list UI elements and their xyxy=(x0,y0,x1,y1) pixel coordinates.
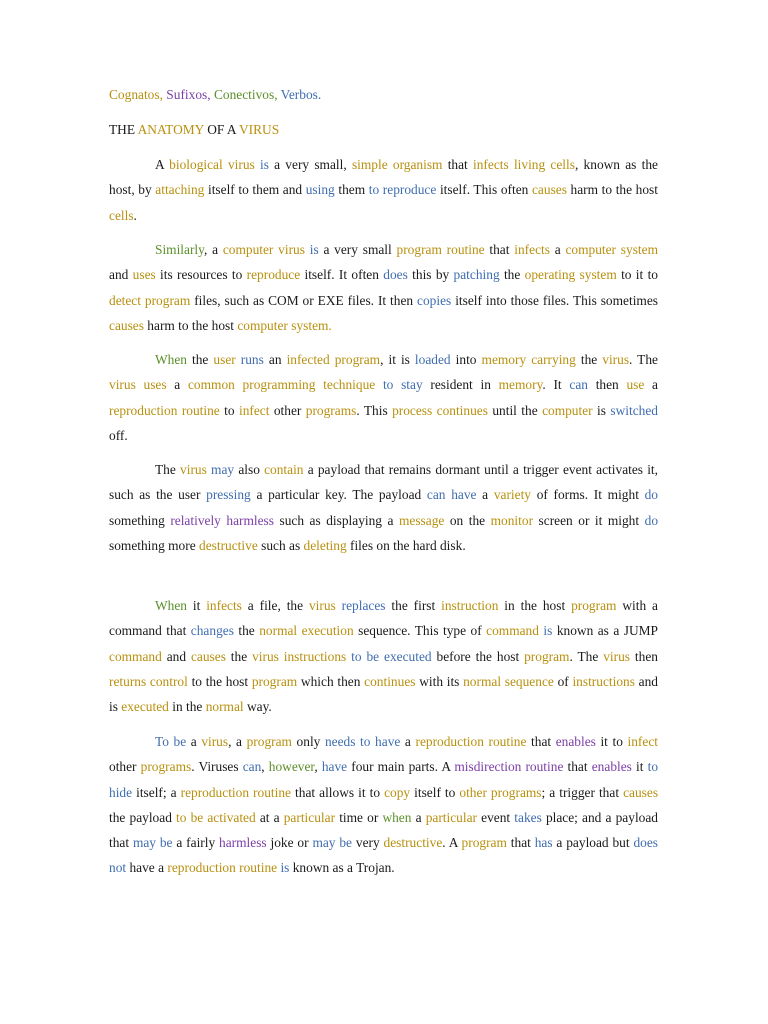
paragraph-text: . The xyxy=(569,648,604,664)
paragraph-text: its resources to xyxy=(155,267,247,283)
paragraph-cog-term: causes xyxy=(531,182,567,198)
paragraph-text: a very small, xyxy=(268,157,352,172)
paragraph-ver-term: can have xyxy=(426,487,477,503)
paragraph-text: place; and a payload that xyxy=(109,809,658,851)
paragraph-con-term: When xyxy=(155,598,187,613)
paragraph-cog-term: program xyxy=(461,835,507,851)
paragraph-suf-term: enables xyxy=(555,734,596,749)
paragraph-ver-term: loaded xyxy=(414,352,451,367)
paragraph-cog-term: biological virus xyxy=(169,157,255,172)
paragraph-cog-term: variety xyxy=(493,487,531,503)
paragraph-text: an xyxy=(263,352,287,367)
paragraph-ver-term: to hide xyxy=(109,759,659,800)
title-cog-term: ANATOMY xyxy=(137,122,204,137)
paragraph-text: which then xyxy=(297,673,365,689)
paragraph-text: at a xyxy=(255,809,284,825)
paragraph-ver-term: may be xyxy=(312,835,353,851)
paragraph-ver-term: can xyxy=(569,377,588,393)
paragraph-text: a payload but xyxy=(552,835,634,851)
paragraph-text: very xyxy=(352,835,384,851)
paragraph-ver-term: switched xyxy=(610,402,658,418)
paragraph-text: that xyxy=(484,242,515,257)
paragraph-text: a xyxy=(400,734,416,749)
paragraph-cog-term: virus uses xyxy=(109,377,167,393)
paragraph-text: other xyxy=(269,402,306,418)
paragraph-6 xyxy=(109,729,658,881)
paragraph-cog-term: contain xyxy=(264,462,304,477)
paragraph-text: . It xyxy=(542,377,570,393)
paragraph-ver-term: takes xyxy=(514,809,542,825)
paragraph-cog-term: causes xyxy=(623,784,659,800)
paragraph-text: it xyxy=(631,759,648,775)
paragraph-text: only xyxy=(291,734,325,749)
paragraph-text: event xyxy=(477,809,515,825)
paragraph-text: The xyxy=(155,462,181,477)
paragraph-text: A xyxy=(155,157,170,172)
paragraph-con-term: when xyxy=(382,809,412,825)
legend-ver-term: Verbos. xyxy=(280,87,322,102)
paragraph-ver-term: patching xyxy=(453,267,500,283)
paragraph-cog-term: infect xyxy=(627,734,658,749)
paragraph-ver-term: may xyxy=(211,462,235,477)
paragraph-text: itself into those files. This sometimes xyxy=(451,292,658,308)
paragraph-cog-term: cells xyxy=(109,207,134,223)
paragraph-text: itself to xyxy=(410,784,460,800)
paragraph-text: the payload xyxy=(109,809,177,825)
paragraph-cog-term: reproduce xyxy=(246,267,301,283)
paragraph-ver-term: do xyxy=(644,487,658,503)
paragraph-text: , a xyxy=(203,242,223,257)
paragraph-cog-term: infects xyxy=(206,598,242,613)
paragraph-text: a xyxy=(476,487,494,503)
document-title xyxy=(109,121,279,139)
paragraph-cog-term: computer system xyxy=(565,242,658,257)
paragraph-cog-term: computer xyxy=(542,402,593,418)
paragraph-ver-term: needs to have xyxy=(324,734,401,749)
paragraph-cog-term: program xyxy=(251,673,298,689)
paragraph-cog-term: infects living cells xyxy=(473,157,575,172)
paragraph-text: then xyxy=(587,377,627,393)
paragraph-text: , xyxy=(314,759,322,775)
paragraph-text: a very small xyxy=(318,242,397,257)
paragraph-text: the xyxy=(575,352,603,367)
paragraph-ver-term: To be xyxy=(155,734,187,749)
paragraph-ver-term: is xyxy=(309,242,319,257)
paragraph-text: a file, the xyxy=(241,598,309,613)
paragraph-text: a particular key. The payload xyxy=(250,487,427,503)
paragraph-ver-term: does not xyxy=(109,835,659,876)
paragraph-text: the xyxy=(186,352,214,367)
paragraph-text: that xyxy=(563,759,592,775)
paragraph-cog-term: computer virus xyxy=(222,242,305,257)
paragraph-cog-term: reproduction routine xyxy=(415,734,527,749)
paragraph-text: itself to them and xyxy=(204,182,306,198)
paragraph-cog-term: reproduction routine xyxy=(109,402,220,418)
paragraph-ver-term: is xyxy=(259,157,269,172)
paragraph-cog-term: virus xyxy=(603,648,631,664)
paragraph-1 xyxy=(109,152,658,228)
paragraph-cog-term: reproduction routine xyxy=(180,784,291,800)
paragraph-con-term: Similarly xyxy=(155,242,204,257)
paragraph-text: . The xyxy=(629,352,659,367)
paragraph-cog-term: deleting xyxy=(303,537,347,553)
paragraph-cog-term: normal execution xyxy=(259,623,354,639)
paragraph-con-term: however xyxy=(268,759,315,775)
paragraph-cog-term: causes xyxy=(109,317,144,333)
paragraph-text: time or xyxy=(335,809,383,825)
paragraph-text: in the host xyxy=(498,598,572,613)
paragraph-cog-term: program xyxy=(571,598,617,613)
paragraph-text: and xyxy=(161,648,191,664)
paragraph-cog-term: causes xyxy=(190,648,226,664)
paragraph-cog-term: instruction xyxy=(441,598,499,613)
paragraph-ver-term: replaces xyxy=(341,598,386,613)
paragraph-text: a xyxy=(549,242,566,257)
paragraph-text: a xyxy=(186,734,202,749)
legend-cog-term: Cognatos, xyxy=(109,87,163,102)
paragraph-text: is xyxy=(592,402,611,418)
paragraph-text: this by xyxy=(407,267,454,283)
paragraph-text: , known as the host, by xyxy=(109,157,658,198)
paragraph-text: a fairly xyxy=(172,835,220,851)
paragraph-text: four main parts. A xyxy=(347,759,455,775)
paragraph-text: that xyxy=(526,734,556,749)
paragraph-cog-term: operating system xyxy=(524,267,617,283)
paragraph-cog-term: process continues xyxy=(392,402,488,418)
paragraph-cog-term: executed xyxy=(121,699,169,715)
paragraph-text: the xyxy=(499,267,525,283)
paragraph-text: a xyxy=(166,377,188,393)
paragraph-5 xyxy=(109,593,658,719)
paragraph-text: something more xyxy=(109,537,200,553)
paragraph-text: such as displaying a xyxy=(273,512,399,528)
paragraph-text: resident in xyxy=(422,377,499,393)
paragraph-cog-term: infected program xyxy=(286,352,381,367)
paragraph-text: and is xyxy=(109,673,658,715)
paragraph-text: . Viruses xyxy=(191,759,243,775)
paragraph-suf-term: misdirection routine xyxy=(454,759,564,775)
paragraph-cog-term: common programming technique xyxy=(187,377,376,393)
paragraph-2 xyxy=(109,237,658,338)
paragraph-cog-term: destructive xyxy=(199,537,258,553)
paragraph-cog-term: returns control xyxy=(109,673,188,689)
paragraph-cog-term: memory carrying xyxy=(481,352,576,367)
paragraph-cog-term: program routine xyxy=(396,242,485,257)
paragraph-text: that allows it to xyxy=(291,784,385,800)
paragraph-cog-term: uses xyxy=(132,267,156,283)
paragraph-text: known as a Trojan. xyxy=(289,860,395,876)
paragraph-ver-term: does xyxy=(383,267,408,283)
paragraph-cog-term: normal xyxy=(205,699,244,715)
legend-suf-term: Sufixos, xyxy=(166,87,211,102)
paragraph-text: in the xyxy=(168,699,206,715)
paragraph-text: a xyxy=(644,377,658,393)
paragraph-text: itself. This often xyxy=(436,182,532,198)
paragraph-text: to xyxy=(219,402,239,418)
paragraph-text: the first xyxy=(385,598,442,613)
paragraph-text: harm to the host xyxy=(143,317,238,333)
paragraph-ver-term: pressing xyxy=(206,487,251,503)
paragraph-text: itself; a xyxy=(132,784,181,800)
paragraph-text: screen or it might xyxy=(533,512,645,528)
paragraph-cog-term: program xyxy=(524,648,570,664)
paragraph-4 xyxy=(109,457,658,558)
paragraph-cog-term: message xyxy=(398,512,445,528)
paragraph-text: way. xyxy=(243,699,272,715)
paragraph-text: a payload that remains dormant until a trigger event activates it, such as the user xyxy=(109,462,658,503)
paragraph-cog-term: other programs xyxy=(459,784,542,800)
paragraph-text: files on the hard disk. xyxy=(346,537,466,553)
paragraph-text: have a xyxy=(126,860,168,876)
paragraph-cog-term: detect program xyxy=(109,292,191,308)
paragraph-cog-term: programs xyxy=(305,402,357,418)
color-legend xyxy=(109,86,321,104)
paragraph-text: it to xyxy=(595,734,628,749)
paragraph-cog-term: to be activated xyxy=(176,809,256,825)
paragraph-text: . A xyxy=(442,835,462,851)
paragraph-text: the xyxy=(233,623,260,639)
paragraph-text: that xyxy=(442,157,474,172)
paragraph-text: also xyxy=(234,462,265,477)
paragraph-text: a xyxy=(411,809,426,825)
paragraph-cog-term: command xyxy=(486,623,539,639)
paragraph-cog-term: copy xyxy=(384,784,411,800)
paragraph-text: to the host xyxy=(187,673,252,689)
paragraph-cog-term: user xyxy=(213,352,236,367)
paragraph-text: before the host xyxy=(431,648,525,664)
paragraph-ver-term: changes xyxy=(190,623,234,639)
paragraph-text: them xyxy=(334,182,369,198)
paragraph-text: on the xyxy=(444,512,491,528)
paragraph-cog-term: virus xyxy=(201,734,229,749)
paragraph-cog-term: infect xyxy=(238,402,270,418)
paragraph-suf-term: harmless xyxy=(219,835,267,851)
paragraph-text: known as a JUMP xyxy=(552,623,658,639)
paragraph-suf-term: enables xyxy=(591,759,632,775)
paragraph-text: . xyxy=(133,207,137,223)
paragraph-ver-term: can xyxy=(242,759,262,775)
paragraph-3 xyxy=(109,347,658,448)
paragraph-text: , it is xyxy=(380,352,415,367)
paragraph-text: something xyxy=(109,512,171,528)
paragraph-cog-term: reproduction routine xyxy=(167,860,278,876)
paragraph-suf-term: relatively harmless xyxy=(170,512,274,528)
paragraph-ver-term: to reproduce xyxy=(368,182,437,198)
paragraph-cog-term: destructive xyxy=(383,835,443,851)
paragraph-text: . This xyxy=(356,402,393,418)
paragraph-cog-term: memory xyxy=(498,377,543,393)
paragraph-cog-term: particular xyxy=(283,809,336,825)
paragraph-cog-term: simple organism xyxy=(351,157,443,172)
paragraph-text: it xyxy=(186,598,207,613)
paragraph-cog-term: virus xyxy=(308,598,336,613)
paragraph-text: of forms. It might xyxy=(531,487,645,503)
title-cog-term: VIRUS xyxy=(238,122,280,137)
paragraph-text: joke or xyxy=(266,835,313,851)
paragraph-cog-term: virus xyxy=(180,462,207,477)
paragraph-text: into xyxy=(450,352,482,367)
paragraph-ver-term: have xyxy=(321,759,348,775)
paragraph-cog-term: programs xyxy=(140,759,192,775)
paragraph-ver-term: to be executed xyxy=(351,648,432,664)
paragraph-cog-term: monitor xyxy=(490,512,534,528)
paragraph-text: files, such as COM or EXE files. It then xyxy=(190,292,418,308)
paragraph-cog-term: continues xyxy=(364,673,416,689)
paragraph-text: until the xyxy=(487,402,543,418)
paragraph-cog-term: command xyxy=(109,648,162,664)
paragraph-text: with its xyxy=(415,673,464,689)
paragraph-con-term: When xyxy=(155,352,187,367)
paragraph-text: with a command that xyxy=(109,598,658,639)
paragraph-text: such as xyxy=(257,537,304,553)
paragraph-text: the xyxy=(225,648,253,664)
paragraph-text: , a xyxy=(228,734,247,749)
paragraph-cog-term: instructions xyxy=(572,673,635,689)
legend-con-term: Conectivos, xyxy=(213,87,278,102)
paragraph-cog-term: program xyxy=(246,734,292,749)
paragraph-cog-term: virus instructions xyxy=(252,648,347,664)
paragraph-cog-term: virus xyxy=(602,352,630,367)
paragraph-cog-term: computer system. xyxy=(237,317,332,333)
paragraph-text: and xyxy=(109,267,133,283)
paragraph-text: other xyxy=(109,759,141,775)
paragraph-ver-term: may be xyxy=(132,835,173,851)
paragraph-ver-term: runs xyxy=(240,352,264,367)
paragraph-text: to it to xyxy=(616,267,658,283)
paragraph-cog-term: attaching xyxy=(155,182,205,198)
paragraph-text: sequence. This type of xyxy=(353,623,487,639)
paragraph-ver-term: do xyxy=(644,512,659,528)
paragraph-text: then xyxy=(630,648,658,664)
paragraph-cog-term: use xyxy=(626,377,645,393)
paragraph-text: ; a trigger that xyxy=(541,784,624,800)
paragraph-ver-term: to stay xyxy=(382,377,423,393)
paragraph-text: harm to the host xyxy=(566,182,658,198)
paragraph-cog-term: infects xyxy=(514,242,550,257)
paragraph-text xyxy=(375,377,383,392)
paragraph-ver-term: using xyxy=(305,182,335,198)
paragraph-ver-term: copies xyxy=(417,292,452,308)
paragraph-text: itself. It often xyxy=(300,267,384,283)
paragraph-text: that xyxy=(506,835,535,851)
paragraph-cog-term: normal sequence xyxy=(463,673,554,689)
title-text: THE xyxy=(109,122,138,137)
title-text: OF A xyxy=(203,122,239,137)
paragraph-ver-term: is xyxy=(543,623,553,639)
paragraph-ver-term: has xyxy=(534,835,553,851)
paragraph-ver-term: is xyxy=(280,860,290,876)
paragraph-text: of xyxy=(553,673,573,689)
paragraph-text: off. xyxy=(109,427,128,443)
paragraph-text: , xyxy=(261,759,269,775)
paragraph-cog-term: particular xyxy=(425,809,477,825)
